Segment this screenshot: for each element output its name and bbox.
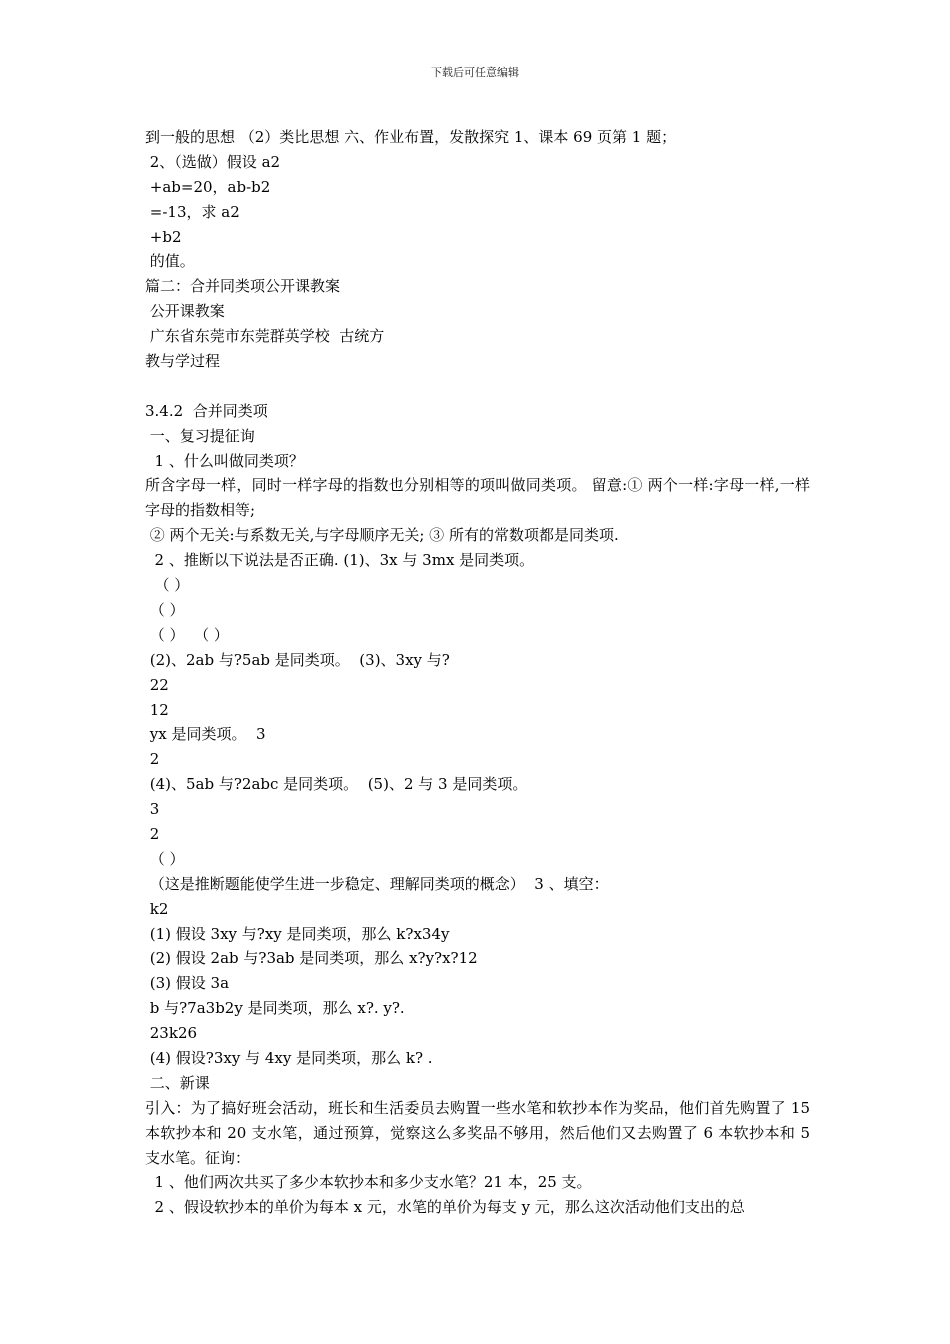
text-paragraph: 引入：为了搞好班会活动，班长和生活委员去购置一些水笔和软抄本作为奖品，他们首先购置了 15 本软抄本和 20 支水笔，通过预算，觉察这么多奖品不够用，然后他们又去购置了 6 本软抄本和 5 支水笔。征询： (145, 1098, 810, 1167)
author-line: 广东省东莞市东莞群英学校 古统方 (145, 327, 385, 346)
text-line: （ ） (145, 849, 185, 868)
text-line: k2 (145, 899, 169, 918)
text-line: 1 、什么叫做同类项？ (145, 451, 304, 470)
text-line: ② 两个无关:与系数无关,与字母顺序无关; ③ 所有的常数项都是同类项. (145, 526, 619, 545)
text-line: （ ） (145, 576, 190, 595)
text-line: 的值。 (145, 252, 195, 271)
text-line: (4) 假设?3xy 与 4xy 是同类项，那么 k? . (145, 1048, 433, 1067)
text-line: 到一般的思想 （2）类比思想 六、作业布置，发散探究 1、课本 69 页第 1 题； (145, 128, 677, 146)
text-line: (4)、5ab 与?2abc 是同类项。 (5)、2 与 3 是同类项。 (145, 775, 528, 794)
text-line: 2、（选做）假设 a2 (145, 152, 281, 171)
text-line: 2 (145, 750, 160, 769)
text-line: (1) 假设 3xy 与?xy 是同类项，那么 k?x34y (145, 924, 450, 943)
text-line: (3) 假设 3a (145, 974, 230, 993)
text-line: 3 (145, 800, 160, 819)
text-line: 2 (145, 824, 160, 843)
section-title: 篇二：合并同类项公开课教案 (145, 277, 341, 296)
text-line: yx 是同类项。 3 (145, 725, 266, 744)
text-line: +ab=20，ab-b2 (145, 177, 271, 196)
page-header-note: 下载后可任意编辑 (431, 66, 519, 79)
lesson-title: 3.4.2 合并同类项 (145, 401, 268, 420)
text-line: +b2 (145, 227, 182, 246)
text-line: (2) 假设 2ab 与?3ab 是同类项，那么 x?y?x?12 (145, 949, 478, 968)
text-line: 公开课教案 (145, 302, 225, 321)
text-line: 23k26 (145, 1024, 198, 1043)
text-line: （这是推断题能使学生进一步稳定、理解同类项的概念） 3 、填空： (145, 874, 609, 893)
text-line: （ ） (145, 600, 185, 619)
text-line: (2)、2ab 与?5ab 是同类项。 (3)、3xy 与? (145, 650, 450, 669)
text-line: 2 、推断以下说法是否正确. (1)、3x 与 3mx 是同类项。 (145, 551, 535, 570)
text-line: 2 、假设软抄本的单价为每本 x 元，水笔的单价为每支 y 元，那么这次活动他们支出的总 (145, 1198, 745, 1217)
text-paragraph: 所含字母一样，同时一样字母的指数也分别相等的项叫做同类项。 留意:① 两个一样:字母一样,一样字母的指数相等; (145, 476, 810, 520)
text-line: （ ） （ ） (145, 625, 229, 644)
text-line: 22 (145, 675, 169, 694)
blank-line (145, 374, 810, 399)
text-line: 二、新课 (145, 1073, 210, 1092)
document-body (145, 125, 810, 1220)
text-line: 一、复习提征询 (145, 426, 255, 445)
text-line: 12 (145, 700, 169, 719)
text-line: b 与?7a3b2y 是同类项，那么 x?. y?. (145, 999, 405, 1018)
text-line: 教与学过程 (145, 352, 221, 371)
text-line: 1 、他们两次共买了多少本软抄本和多少支水笔？21 本，25 支。 (145, 1173, 592, 1192)
text-line: =-13，求 a2 (145, 202, 240, 221)
